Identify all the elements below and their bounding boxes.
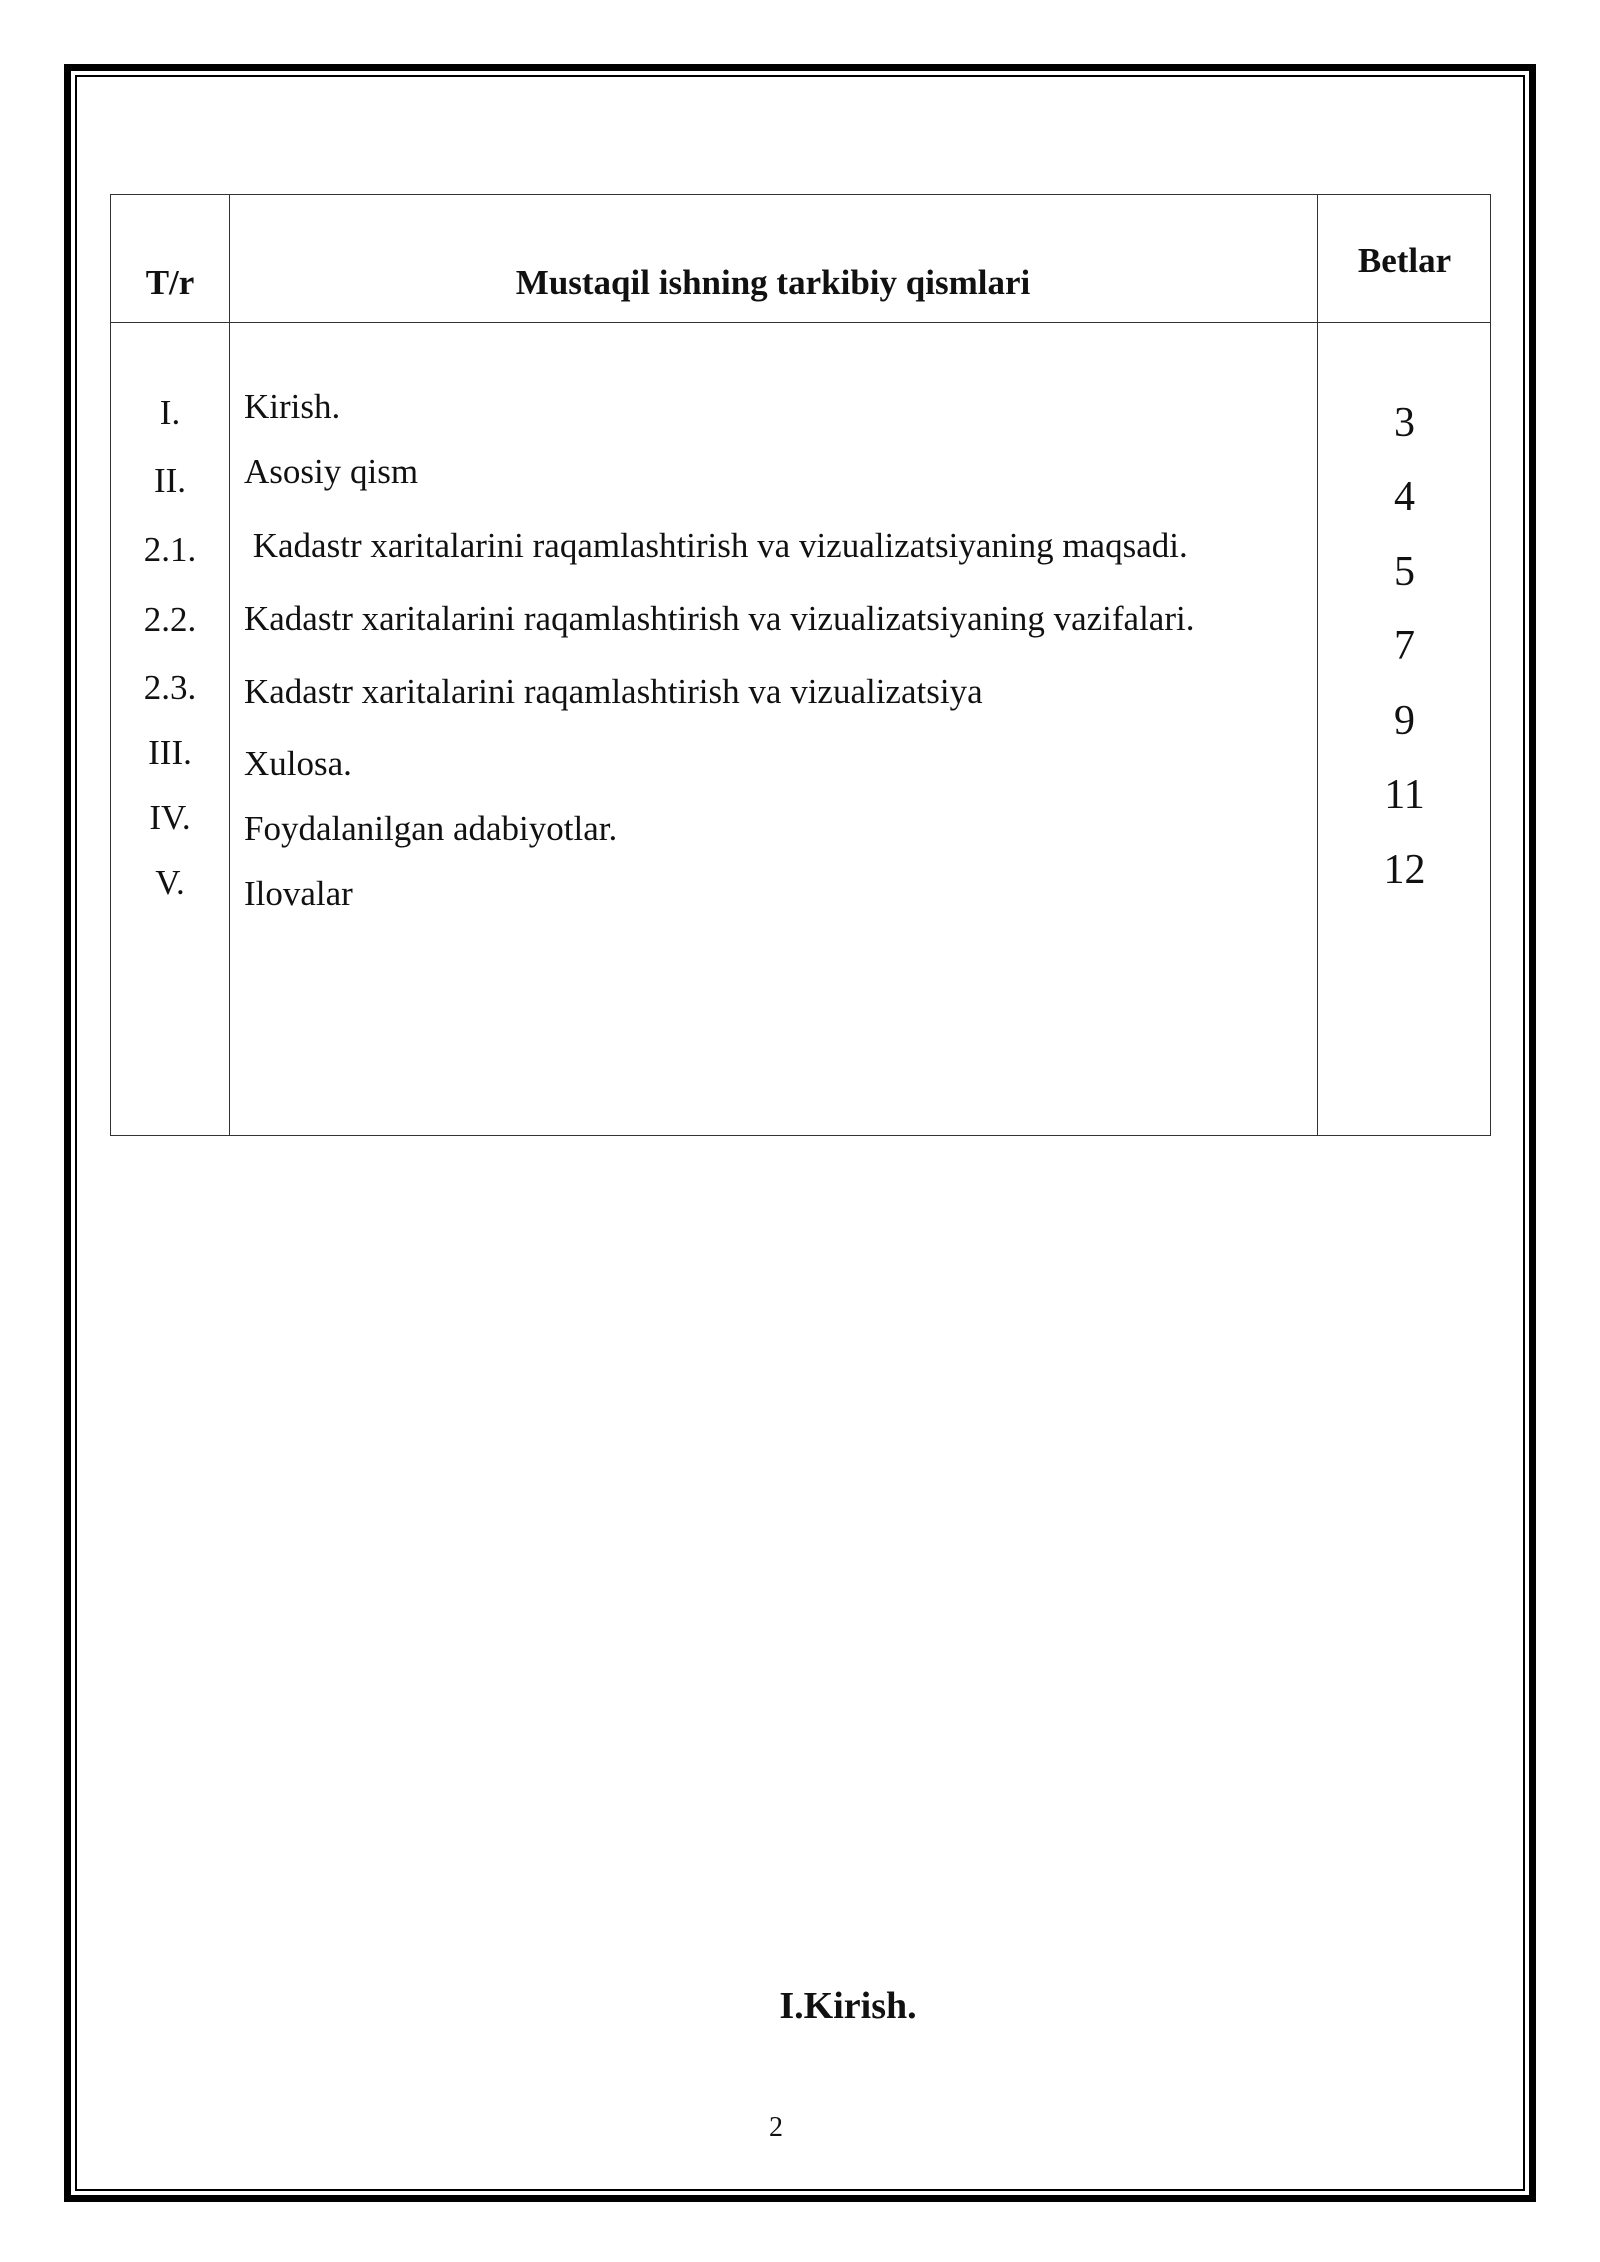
list-item-page: 12 [1383, 847, 1426, 893]
list-item-title: Asosiy qism [244, 452, 419, 491]
list-item-page: 11 [1384, 772, 1425, 818]
list-item-number: III. [148, 733, 192, 772]
list-item-title: Foydalanilgan adabiyotlar. [244, 809, 618, 848]
table-divider-horizontal [111, 322, 1490, 323]
list-item-title: Kadastr xaritalarini raqamlashtirish va vizualizatsiyaning vazifalari. [244, 599, 1195, 638]
header-pages: Betlar [1357, 241, 1452, 280]
list-item-number: 2.3. [143, 668, 197, 707]
list-item-number: V. [155, 863, 185, 902]
list-item-page: 5 [1394, 549, 1415, 595]
list-item-number: II. [153, 461, 187, 500]
page-number: 2 [769, 2112, 783, 2143]
list-item-title: Kadastr xaritalarini raqamlashtirish va vizualizatsiya [244, 672, 983, 711]
list-item-title: Kadastr xaritalarini raqamlashtirish va vizualizatsiyaning maqsadi. [244, 526, 1188, 565]
list-item-number: 2.1. [143, 530, 197, 569]
list-item-number: 2.2. [143, 600, 197, 639]
list-item-page: 9 [1394, 698, 1415, 744]
list-item-page: 3 [1394, 400, 1415, 446]
list-item-number: IV. [149, 798, 191, 837]
section-heading: I.Kirish. [779, 1985, 917, 2027]
list-item-title: Ilovalar [244, 874, 353, 913]
list-item-page: 7 [1394, 623, 1415, 669]
list-item-number: I. [159, 393, 181, 432]
list-item-page: 4 [1394, 474, 1415, 520]
header-title: Mustaqil ishning tarkibiy qismlari [515, 263, 1031, 302]
list-item-title: Xulosa. [244, 744, 352, 783]
table-divider-vertical [229, 195, 230, 1135]
header-number: T/r [145, 263, 195, 302]
table-of-contents [110, 194, 1491, 1136]
list-item-title: Kirish. [244, 387, 341, 426]
